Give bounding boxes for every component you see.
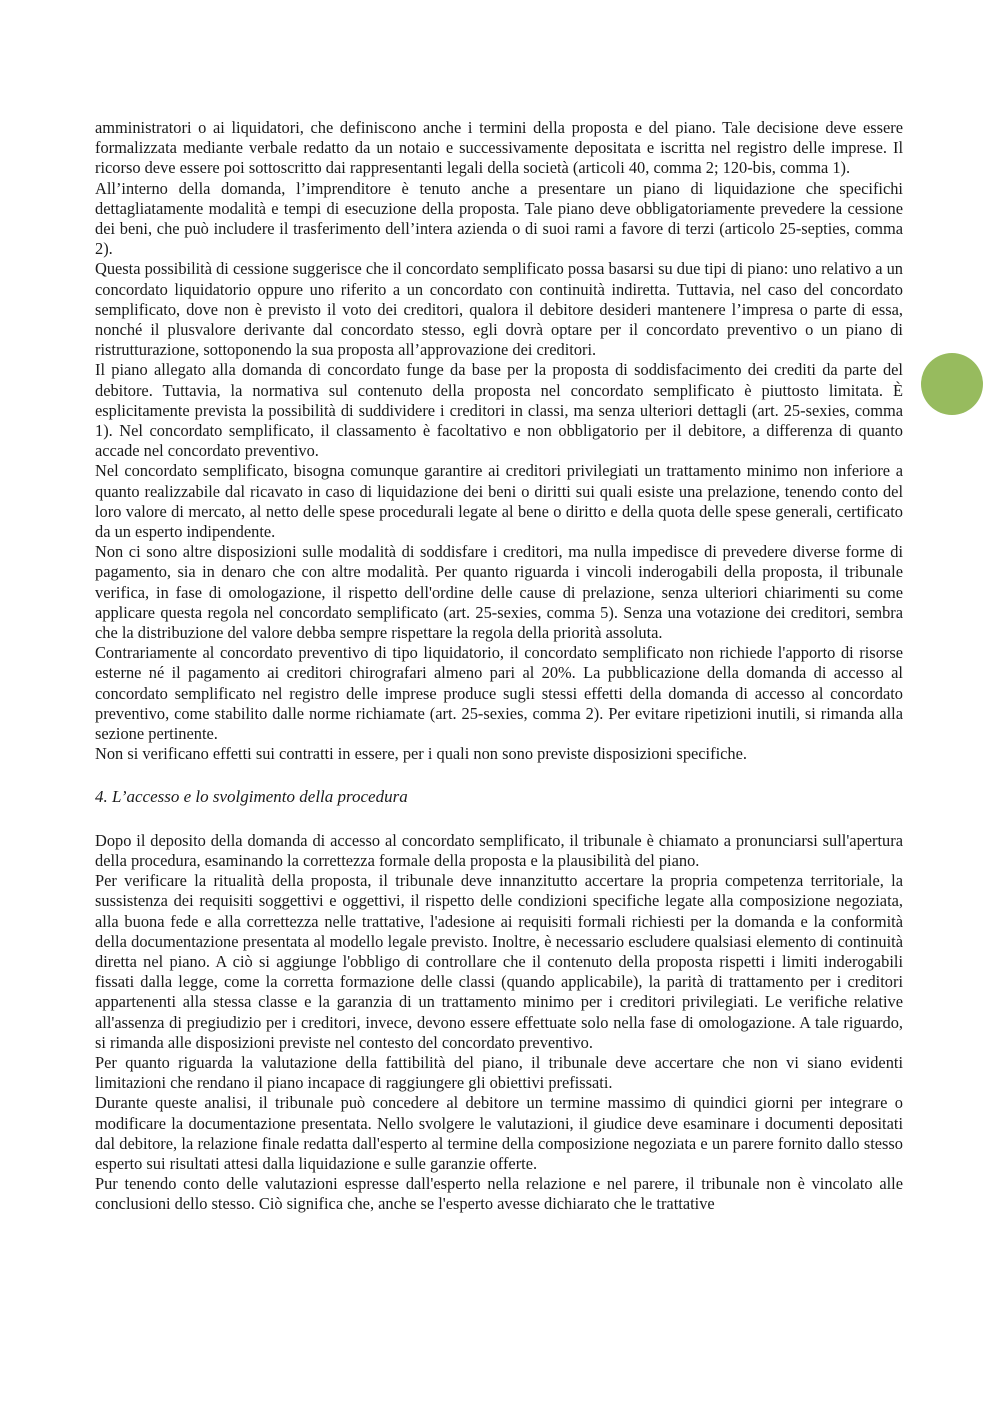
- paragraph: Non ci sono altre disposizioni sulle modalità di soddisfare i creditori, ma nulla impedisce di prevedere diverse forme di pagamento, sia in denaro che con altre modalità. Per quanto riguarda i vincoli inderogabili della proposta, il tribunale verifica, in fase di omologazione, il rispetto dell'ordine delle cause di prelazione, senza ulteriori chiarimenti su come applicare questa regola nel concordato semplificato (art. 25-sexies, comma 5). Senza una votazione dei creditori, sembra che la distribuzione del valore debba sempre rispettare la regola della priorità assoluta.: [95, 542, 903, 643]
- paragraph: Questa possibilità di cessione suggerisce che il concordato semplificato possa basarsi su due tipi di piano: uno relativo a un concordato liquidatorio oppure uno riferito a un concordato con continuità indiretta. Tuttavia, nel caso del concordato semplificato, dove non è previsto il voto dei creditori, qualora il debitore desideri mantenere l’impresa o parte di essa, nonché il plusvalore derivante dal concordato stesso, egli dovrà optare per il concordato preventivo o un piano di ristrutturazione, sottoponendo la sua proposta all’approvazione dei creditori.: [95, 259, 903, 360]
- paragraph: Il piano allegato alla domanda di concordato funge da base per la proposta di soddisfacimento dei crediti da parte del debitore. Tuttavia, la normativa sul contenuto della proposta nel concordato semplificato è piuttosto limitata. È esplicitamente prevista la possibilità di suddividere i creditori in classi, ma senza ulteriori dettagli (art. 25-sexies, comma 1). Nel concordato semplificato, il classamento è facoltativo e non obbligatorio per il debitore, a differenza di quanto accade nel concordato preventivo.: [95, 360, 903, 461]
- section-heading: 4. L’accesso e lo svolgimento della procedura: [95, 786, 408, 806]
- document-body: [95, 118, 903, 1215]
- paragraph: Dopo il deposito della domanda di accesso al concordato semplificato, il tribunale è chiamato a pronunciarsi sull'apertura della procedura, esaminando la correttezza formale della proposta e la plausibilità del piano.: [95, 830, 903, 870]
- paragraph: Per verificare la ritualità della proposta, il tribunale deve innanzitutto accertare la propria competenza territoriale, la sussistenza dei requisiti soggettivi e oggettivi, il rispetto delle condizioni specifiche legate alla composizione negoziata, alla buona fede e alla correttezza nelle trattative, l'adesione ai requisiti formali richiesti per la domanda e la conformità della documentazione presentata al modello legale previsto. Inoltre, è necessario escludere qualsiasi elemento di continuità diretta nel piano. A ciò si aggiunge l'obbligo di controllare che il contenuto della proposta rispetti i limiti inderogabili fissati dalla legge, come la corretta formazione delle classi (quando applicabile), la parità di trattamento per i creditori appartenenti alla stessa classe e la garanzia di un trattamento minimo per i creditori privilegiati. Le verifiche relative all'assenza di pregiudizio per i creditori, invece, devono essere effettuate solo nella fase di omologazione. A tale riguardo, si rimanda alle disposizioni previste nel contesto del concordato preventivo.: [95, 871, 903, 1052]
- paragraph: Nel concordato semplificato, bisogna comunque garantire ai creditori privilegiati un trattamento minimo non inferiore a quanto realizzabile dal ricavato in caso di liquidazione dei beni o diritti sui quali esiste una prelazione, tenendo conto del loro valore di mercato, al netto delle spese procedurali legate al bene o diritto e della quota delle spese generali, certificato da un esperto indipendente.: [95, 461, 903, 542]
- paragraph: Contrariamente al concordato preventivo di tipo liquidatorio, il concordato semplificato non richiede l'apporto di risorse esterne né il pagamento ai creditori chirografari almeno pari al 20%. La pubblicazione della domanda di accesso al concordato semplificato nel registro delle imprese produce sugli stessi effetti della domanda di accesso al concordato preventivo, come stabilito dalle norme richiamate (art. 25-sexies, comma 2). Per evitare ripetizioni inutili, si rimanda alla sezione pertinente.: [95, 643, 903, 744]
- paragraph: Pur tenendo conto delle valutazioni espresse dall'esperto nella relazione e nel parere, il tribunale non è vincolato alle conclusioni dello stesso. Ciò significa che, anche se l'esperto avesse dichiarato che le trattative: [95, 1174, 903, 1214]
- paragraph: All’interno della domanda, l’imprenditore è tenuto anche a presentare un piano di liquidazione che specifichi dettagliatamente modalità e tempi di esecuzione della proposta. Tale piano deve obbligatoriamente prevedere la cessione dei beni, che può includere il trasferimento dell’intera azienda o di suoi rami a favore di terzi (articolo 25-septies, comma 2).: [95, 178, 903, 259]
- paragraph: Durante queste analisi, il tribunale può concedere al debitore un termine massimo di quindici giorni per integrare o modificare la documentazione presentata. Nello svolgere le valutazioni, il giudice deve esaminare i documenti depositati dal debitore, la relazione finale redatta dall'esperto al termine della composizione negoziata e un parere fornito dallo stesso esperto sui risultati attesi dalla liquidazione e sulle garanzie offerte.: [95, 1093, 903, 1173]
- page-marker-circle: [921, 353, 983, 415]
- paragraph: Non si verificano effetti sui contratti in essere, per i quali non sono previste disposizioni specifiche.: [95, 744, 747, 764]
- paragraph: Per quanto riguarda la valutazione della fattibilità del piano, il tribunale deve accertare che non vi siano evidenti limitazioni che rendano il piano incapace di raggiungere gli obiettivi prefissati.: [95, 1052, 903, 1093]
- paragraph: amministratori o ai liquidatori, che definiscono anche i termini della proposta e del piano. Tale decisione deve essere formalizzata mediante verbale redatto da un notaio e successivamente depositata e iscritta nel registro delle imprese. Il ricorso deve essere poi sottoscritto dai rappresentanti legali della società (articoli 40, comma 2; 120-bis, comma 1).: [95, 118, 903, 178]
